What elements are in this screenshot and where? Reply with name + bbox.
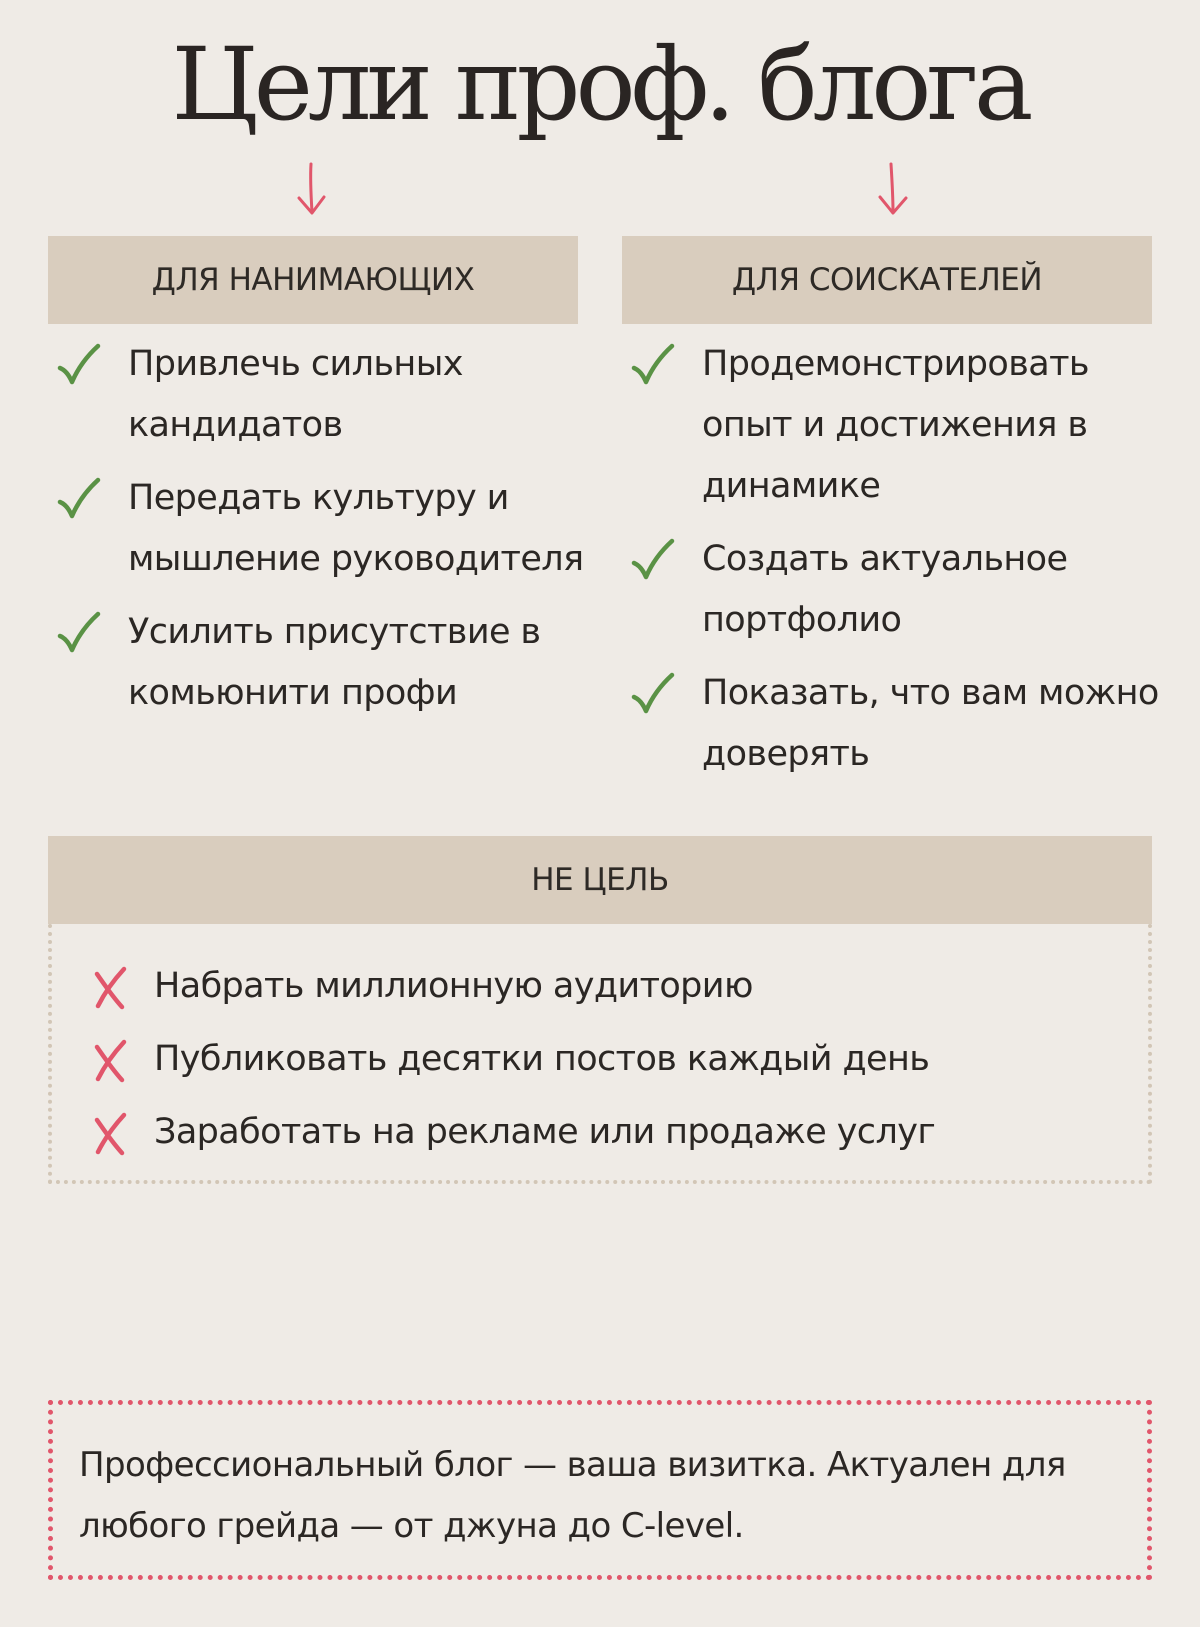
employers-header: ДЛЯ НАНИМАЮЩИХ	[48, 236, 578, 324]
checkmark-icon	[56, 610, 102, 656]
checkmark-icon	[56, 342, 102, 388]
page-title: Цели проф. блога	[171, 26, 1029, 143]
list-item	[56, 468, 596, 590]
list-item	[630, 663, 1170, 785]
arrow-down-icon	[872, 160, 912, 220]
list-item-text: Заработать на рекламе или продаже услуг	[154, 1112, 936, 1152]
summary-box	[48, 1400, 1152, 1580]
list-item-text: Передать культуру и мышление руководителя	[128, 478, 584, 579]
checkmark-icon	[630, 671, 676, 717]
checkmark-icon	[630, 537, 676, 583]
list-item-text: Показать, что вам можно доверять	[702, 673, 1159, 774]
not-goal-list	[90, 950, 1130, 1169]
list-item	[90, 1096, 1130, 1169]
list-item-text: Усилить присутствие в комьюнити профи	[128, 612, 541, 713]
list-item	[630, 334, 1170, 517]
list-item	[56, 334, 596, 456]
list-item	[90, 1023, 1130, 1096]
employers-goal-list	[56, 334, 596, 736]
list-item-text: Создать актуальное портфолио	[702, 539, 1068, 640]
list-item	[630, 529, 1170, 651]
checkmark-icon	[630, 342, 676, 388]
summary-text: Профессиональный блог — ваша визитка. Актуален для любого грейда — от джуна до C-level.	[79, 1445, 1066, 1546]
list-item-text: Привлечь сильных кандидатов	[128, 344, 463, 445]
list-item-text: Набрать миллионную аудиторию	[154, 966, 753, 1006]
list-item	[56, 602, 596, 724]
list-item-text: Продемонстрировать опыт и достижения в динамике	[702, 344, 1089, 506]
cross-icon	[90, 1112, 130, 1156]
seekers-header: ДЛЯ СОИСКАТЕЛЕЙ	[622, 236, 1152, 324]
seekers-goal-list	[630, 334, 1170, 797]
checkmark-icon	[56, 476, 102, 522]
arrow-down-icon	[291, 160, 331, 220]
cross-icon	[90, 1039, 130, 1083]
cross-icon	[90, 966, 130, 1010]
not-goal-header: НЕ ЦЕЛЬ	[48, 836, 1152, 924]
list-item	[90, 950, 1130, 1023]
list-item-text: Публиковать десятки постов каждый день	[154, 1039, 930, 1079]
